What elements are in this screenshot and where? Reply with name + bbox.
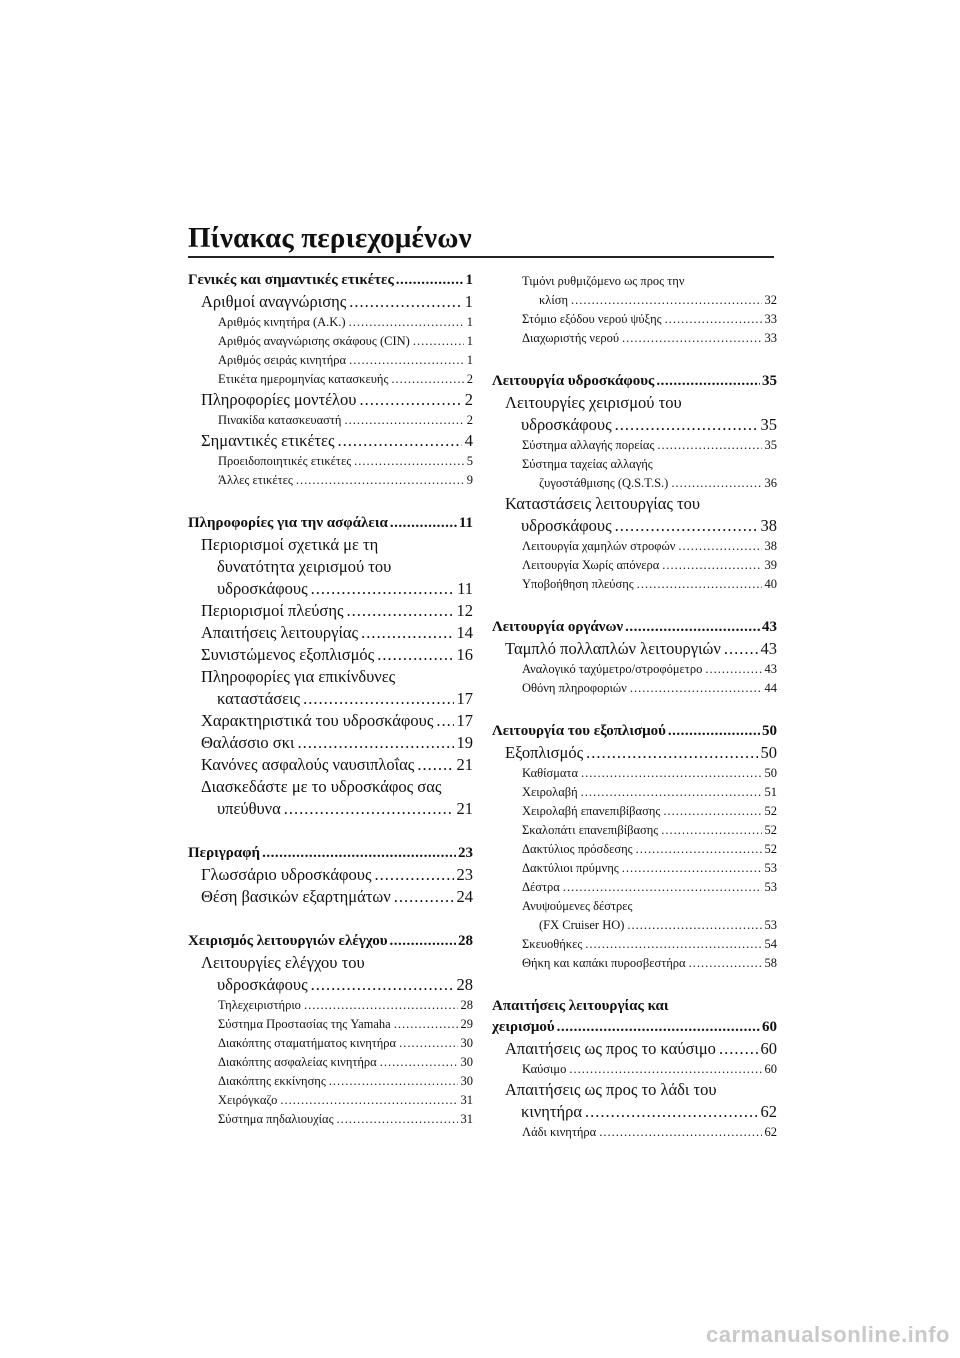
toc-entry-title: Προειδοποιητικές ετικέτες: [218, 454, 352, 468]
toc-page-number: 16: [456, 645, 473, 664]
toc-entry-title: Λειτουργία οργάνων: [492, 619, 624, 635]
toc-entry[interactable]: [188, 430, 473, 452]
dot-leader: [563, 878, 762, 897]
dot-leader: [625, 617, 760, 638]
dot-leader: [581, 783, 762, 802]
toc-entry-title: Σημαντικές ετικέτες: [201, 431, 335, 450]
toc-page-number: 1: [466, 334, 473, 348]
toc-entry-title: Λειτουργίες χειρισμού του: [505, 393, 682, 412]
dot-leader: [284, 798, 454, 820]
toc-subentry[interactable]: [492, 783, 777, 802]
dot-leader: [262, 843, 456, 864]
toc-subentry[interactable]: [492, 329, 777, 348]
dot-leader: [280, 1091, 457, 1110]
toc-subentry[interactable]: [492, 878, 777, 897]
toc-section-heading[interactable]: [492, 371, 777, 392]
toc-entry[interactable]: [188, 666, 473, 710]
toc-subentry[interactable]: [188, 1110, 473, 1129]
toc-entry[interactable]: [492, 742, 777, 764]
toc-page-number: 1: [466, 353, 473, 367]
toc-subentry[interactable]: [492, 310, 777, 329]
toc-entry-title: Περιγραφή: [188, 845, 261, 861]
toc-entry-title: Αριθμός κινητήρα (A.K.): [218, 315, 346, 329]
toc-entry-title: Αναλογικό ταχύμετρο/στροφόμετρο: [522, 662, 703, 676]
dot-leader: [657, 436, 761, 455]
dot-leader: [615, 515, 758, 537]
toc-page-number: 33: [764, 331, 777, 345]
toc-entry-title: Ταμπλό πολλαπλών λειτουργιών: [505, 639, 721, 658]
toc-entry[interactable]: [188, 732, 473, 754]
toc-entry-title: Δέστρα: [522, 880, 560, 894]
toc-entry-title: Συνιστώμενος εξοπλισμός: [201, 645, 375, 664]
toc-entry-title: Λειτουργία χαμηλών στροφών: [522, 539, 676, 553]
toc-entry-title: υπεύθυνα: [217, 799, 281, 818]
toc-entry-title: Κανόνες ασφαλούς ναυσιπλοΐας: [201, 755, 415, 774]
dot-leader: [719, 1038, 758, 1060]
dot-leader: [637, 575, 762, 594]
dot-leader: [585, 935, 761, 954]
toc-entry-title: Περιορισμοί σχετικά με τη: [201, 535, 379, 554]
toc-subentry[interactable]: [188, 1072, 473, 1091]
dot-leader: [338, 430, 462, 452]
dot-leader: [586, 742, 757, 764]
toc-column-left: [188, 270, 473, 1129]
dot-leader: [394, 886, 454, 908]
toc-page-number: 31: [460, 1112, 473, 1126]
section-gap: [188, 820, 473, 843]
toc-page-number: 58: [764, 956, 777, 970]
toc-page-number: 30: [460, 1074, 473, 1088]
page-title: Πίνακας περιεχομένων: [188, 222, 472, 254]
toc-page-number: 31: [460, 1093, 473, 1107]
dot-leader: [724, 638, 758, 660]
toc-section-heading[interactable]: [188, 270, 473, 291]
toc-subentry[interactable]: [188, 1091, 473, 1110]
dot-leader: [296, 471, 464, 490]
toc-entry-title: Τηλεχειριστήριο: [218, 998, 301, 1012]
dot-leader: [396, 270, 464, 291]
toc-entry[interactable]: [492, 493, 777, 537]
dot-leader: [662, 556, 761, 575]
toc-entry-title: ζυγοστάθμισης (Q.S.T.S.): [539, 476, 669, 490]
toc-page-number: 30: [460, 1055, 473, 1069]
toc-page-number: 60: [762, 1019, 777, 1035]
dot-leader: [329, 1072, 458, 1091]
toc-page-number: 1: [466, 315, 473, 329]
toc-entry-title: Στόμιο εξόδου νερού ψύξης: [522, 312, 662, 326]
dot-leader: [661, 821, 761, 840]
toc-entry-title: Άλλες ετικέτες: [218, 473, 293, 487]
toc-page-number: 28: [460, 998, 473, 1012]
toc-subentry[interactable]: [188, 1053, 473, 1072]
toc-page-number: 35: [760, 415, 777, 434]
toc-page-number: 21: [456, 799, 473, 818]
toc-subentry[interactable]: [492, 455, 777, 493]
toc-section-heading[interactable]: [188, 931, 473, 952]
dot-leader: [630, 679, 762, 698]
section-gap: [492, 973, 777, 996]
toc-entry-title: Τιμόνι ρυθμιζόμενο ως προς την: [522, 274, 685, 288]
toc-entry-title: Αριθμοί αναγνώρισης: [201, 292, 347, 311]
toc-entry-title: Εξοπλισμός: [505, 743, 584, 762]
toc-page-number: 53: [764, 880, 777, 894]
dot-leader: [380, 1053, 458, 1072]
toc-page-number: 51: [764, 785, 777, 799]
section-gap: [492, 698, 777, 721]
toc-subentry[interactable]: [188, 452, 473, 471]
toc-subentry[interactable]: [492, 1060, 777, 1079]
toc-page-number: 30: [460, 1036, 473, 1050]
toc-page-number: 32: [764, 293, 777, 307]
toc-subentry[interactable]: [188, 996, 473, 1015]
dot-leader: [557, 1017, 760, 1038]
toc-entry-title: Απαιτήσεις ως προς το λάδι του: [505, 1080, 717, 1099]
toc-entry-title: Απαιτήσεις λειτουργίας: [201, 623, 359, 642]
toc-entry[interactable]: [188, 534, 473, 600]
toc-subentry[interactable]: [492, 272, 777, 310]
toc-page-number: 1: [464, 292, 473, 311]
toc-page-number: 4: [464, 431, 473, 450]
toc-entry-title: Λειτουργία Χωρίς απόνερα: [522, 558, 660, 572]
toc-subentry[interactable]: [492, 821, 777, 840]
toc-page-number: 2: [464, 390, 473, 409]
toc-entry-title: Χειρολαβή: [522, 785, 578, 799]
toc-subentry[interactable]: [492, 575, 777, 594]
toc-entry[interactable]: [188, 291, 473, 313]
toc-entry-title: κλίση: [539, 293, 568, 307]
toc-entry-title: Καθίσματα: [522, 766, 579, 780]
section-gap: [188, 490, 473, 513]
dot-leader: [671, 474, 761, 493]
toc-subentry[interactable]: [188, 411, 473, 430]
toc-section-heading[interactable]: [492, 617, 777, 638]
toc-entry[interactable]: [188, 886, 473, 908]
toc-entry-title: Καύσιμο: [522, 1062, 567, 1076]
toc-subentry[interactable]: [492, 764, 777, 783]
toc-entry-title: Λειτουργία υδροσκάφους: [492, 373, 655, 389]
toc-page-number: 50: [760, 743, 777, 762]
toc-subentry[interactable]: [188, 1034, 473, 1053]
toc-entry-title: κινητήρα: [521, 1102, 582, 1121]
toc-entry-title: υδροσκάφους: [217, 975, 308, 994]
toc-entry-title: Πληροφορίες για την ασφάλεια: [188, 515, 388, 531]
title-rule: [188, 256, 774, 258]
toc-page-number: 43: [764, 662, 777, 676]
dot-leader: [311, 974, 454, 996]
toc-entry-title: Λειτουργίες ελέγχου του: [201, 953, 365, 972]
dot-leader: [689, 954, 762, 973]
toc-subentry[interactable]: [188, 1015, 473, 1034]
toc-column-right: [492, 272, 777, 1142]
dot-leader: [297, 732, 453, 754]
toc-entry-title: Διακόπτης σταματήματος κινητήρα: [218, 1036, 397, 1050]
toc-page-number: 62: [760, 1102, 777, 1121]
toc-entry-title: Σκευοθήκες: [522, 937, 583, 951]
toc-entry[interactable]: [188, 389, 473, 411]
dot-leader: [337, 1110, 458, 1129]
toc-page-number: 38: [760, 516, 777, 535]
dot-leader: [571, 291, 762, 310]
toc-page-number: 2: [466, 372, 473, 386]
dot-leader: [349, 291, 462, 313]
dot-leader: [678, 537, 761, 556]
toc-entry[interactable]: [188, 952, 473, 996]
dot-leader: [390, 931, 456, 952]
toc-entry[interactable]: [188, 622, 473, 644]
toc-entry-title: Διασκεδάστε με το υδροσκάφος σας: [201, 777, 442, 796]
toc-page-number: 28: [458, 933, 473, 949]
toc-entry-title: Χειρόγκαζο: [218, 1093, 278, 1107]
toc-entry-title: Αριθμός αναγνώρισης σκάφους (CIN): [218, 334, 410, 348]
toc-section-heading[interactable]: [492, 721, 777, 742]
toc-page-number: 23: [456, 865, 473, 884]
toc-entry-title: Θαλάσσιο σκι: [201, 733, 295, 752]
toc-entry[interactable]: [188, 864, 473, 886]
toc-entry-title: Σκαλοπάτι επανεπιβίβασης: [522, 823, 659, 837]
toc-entry-title: Σύστημα πηδαλιουχίας: [218, 1112, 334, 1126]
dot-leader: [599, 1123, 761, 1142]
toc-entry-title: Απαιτήσεις λειτουργίας και: [492, 998, 669, 1014]
toc-entry[interactable]: [188, 754, 473, 776]
toc-entry-title: Δακτύλιος πρόσδεσης: [522, 842, 633, 856]
toc-entry-title: Σύστημα αλλαγής πορείας: [522, 438, 655, 452]
toc-entry-title: υδροσκάφους: [521, 516, 612, 535]
toc-page-number: 62: [764, 1125, 777, 1139]
dot-leader: [303, 688, 453, 710]
toc-subentry[interactable]: [492, 897, 777, 935]
toc-entry-title: Δακτύλιοι πρύμνης: [522, 861, 619, 875]
toc-entry-title: Πληροφορίες για επικίνδυνες: [201, 667, 396, 686]
dot-leader: [569, 1060, 761, 1079]
toc-page-number: 11: [458, 515, 473, 531]
toc-page-number: 23: [458, 845, 473, 861]
toc-entry-title: Λειτουργία του εξοπλισμού: [492, 723, 666, 739]
toc-entry-title: Διακόπτης εκκίνησης: [218, 1074, 326, 1088]
toc-page-number: 38: [764, 539, 777, 553]
toc-subentry[interactable]: [188, 471, 473, 490]
dot-leader: [622, 329, 761, 348]
toc-page-number: 19: [456, 733, 473, 752]
dot-leader: [361, 622, 453, 644]
toc-page-number: 5: [466, 454, 473, 468]
dot-leader: [656, 371, 760, 392]
toc-page-number: 60: [764, 1062, 777, 1076]
toc-entry-title: Χαρακτηριστικά του υδροσκάφους: [201, 711, 434, 730]
toc-page-number: 33: [764, 312, 777, 326]
toc-page-number: 60: [760, 1039, 777, 1058]
toc-entry-title: Περιορισμοί πλεύσης: [201, 601, 344, 620]
toc-entry-title: Σύστημα Προστασίας της Yamaha: [218, 1017, 391, 1031]
dot-leader: [636, 840, 762, 859]
toc-entry-title: Καταστάσεις λειτουργίας του: [505, 494, 701, 513]
toc-entry-title: χειρισμού: [492, 1019, 555, 1035]
toc-entry-title: Υποβοήθηση πλεύσης: [522, 577, 634, 591]
dot-leader: [705, 660, 761, 679]
toc-subentry[interactable]: [492, 935, 777, 954]
toc-page-number: 40: [764, 577, 777, 591]
toc-page-number: 36: [764, 476, 777, 490]
toc-page-number: 14: [456, 623, 473, 642]
dot-leader: [349, 313, 464, 332]
dot-leader: [359, 389, 461, 411]
toc-page-number: 29: [460, 1017, 473, 1031]
toc-page-number: 2: [466, 413, 473, 427]
toc-entry-title: Αριθμός σειράς κινητήρα: [218, 353, 347, 367]
toc-subentry[interactable]: [492, 679, 777, 698]
toc-page-number: 1: [465, 272, 473, 288]
section-gap: [492, 594, 777, 617]
dot-leader: [627, 916, 761, 935]
toc-subentry[interactable]: [188, 370, 473, 389]
dot-leader: [344, 411, 463, 430]
dot-leader: [346, 600, 453, 622]
dot-leader: [663, 802, 761, 821]
toc-entry-title: Χειρισμός λειτουργιών ελέγχου: [188, 933, 388, 949]
toc-subentry[interactable]: [492, 556, 777, 575]
dot-leader: [581, 764, 761, 783]
toc-entry-title: Πληροφορίες μοντέλου: [201, 390, 357, 409]
toc-entry-title: Θέση βασικών εξαρτημάτων: [201, 887, 391, 906]
toc-entry-title: δυνατότητα χειρισμού του: [217, 557, 392, 576]
section-gap: [188, 908, 473, 931]
dot-leader: [391, 370, 463, 389]
toc-entry-title: Σύστημα ταχείας αλλαγής: [522, 457, 653, 471]
toc-page-number: 43: [760, 639, 777, 658]
toc-page-number: 53: [764, 861, 777, 875]
toc-entry[interactable]: [492, 1038, 777, 1060]
dot-leader: [622, 859, 762, 878]
watermark: carmanualsonline.info: [706, 1322, 950, 1347]
toc-page-number: 52: [764, 804, 777, 818]
toc-subentry[interactable]: [188, 313, 473, 332]
dot-leader: [377, 644, 453, 666]
dot-leader: [375, 864, 454, 886]
toc-entry-title: (FX Cruiser HO): [539, 918, 625, 932]
toc-section-heading[interactable]: [188, 843, 473, 864]
toc-page-number: 17: [456, 711, 473, 730]
toc-entry-title: υδροσκάφους: [521, 415, 612, 434]
dot-leader: [349, 351, 464, 370]
dot-leader: [668, 721, 760, 742]
toc-subentry[interactable]: [492, 954, 777, 973]
toc-subentry[interactable]: [188, 332, 473, 351]
dot-leader: [394, 1015, 458, 1034]
dot-leader: [436, 710, 453, 732]
toc-page-number: 43: [762, 619, 777, 635]
toc-page-number: 11: [457, 579, 473, 598]
toc-entry-title: Απαιτήσεις ως προς το καύσιμο: [505, 1039, 716, 1058]
dot-leader: [413, 332, 464, 351]
toc-entry[interactable]: [188, 776, 473, 820]
toc-page-number: 12: [456, 601, 473, 620]
dot-leader: [417, 754, 453, 776]
toc-subentry[interactable]: [492, 1123, 777, 1142]
toc-page-number: 54: [764, 937, 777, 951]
toc-page-number: 50: [764, 766, 777, 780]
toc-entry[interactable]: [188, 600, 473, 622]
dot-leader: [354, 452, 464, 471]
toc-subentry[interactable]: [492, 840, 777, 859]
toc-page-number: 28: [456, 975, 473, 994]
toc-entry-title: Διακόπτης ασφαλείας κινητήρα: [218, 1055, 377, 1069]
toc-entry-title: Ανυψούμενες δέστρες: [522, 899, 633, 913]
toc-page-number: 35: [762, 373, 777, 389]
toc-page-number: 39: [764, 558, 777, 572]
toc-entry[interactable]: [492, 392, 777, 436]
dot-leader: [304, 996, 458, 1015]
toc-subentry[interactable]: [492, 802, 777, 821]
toc-subentry[interactable]: [492, 859, 777, 878]
toc-entry-title: Χειρολαβή επανεπιβίβασης: [522, 804, 661, 818]
dot-leader: [615, 414, 758, 436]
toc-entry-title: Διαχωριστής νερού: [522, 331, 620, 345]
toc-page-number: 50: [762, 723, 777, 739]
toc-page-number: 52: [764, 842, 777, 856]
toc-entry[interactable]: [492, 1079, 777, 1123]
toc-entry-title: καταστάσεις: [217, 689, 301, 708]
toc-subentry[interactable]: [492, 660, 777, 679]
dot-leader: [311, 578, 454, 600]
toc-page-number: 21: [456, 755, 473, 774]
toc-page-number: 52: [764, 823, 777, 837]
dot-leader: [585, 1101, 758, 1123]
toc-page-number: 24: [456, 887, 473, 906]
toc-entry-title: Γλωσσάριο υδροσκάφους: [201, 865, 372, 884]
toc-page-number: 53: [764, 918, 777, 932]
toc-page-number: 35: [764, 438, 777, 452]
toc-section-heading[interactable]: [188, 513, 473, 534]
dot-leader: [399, 1034, 457, 1053]
toc-subentry[interactable]: [188, 351, 473, 370]
toc-subentry[interactable]: [492, 436, 777, 455]
toc-entry-title: Λάδι κινητήρα: [522, 1125, 597, 1139]
section-gap: [492, 348, 777, 371]
toc-entry-title: Οθόνη πληροφοριών: [522, 681, 627, 695]
toc-entry-title: Πινακίδα κατασκευαστή: [218, 413, 342, 427]
toc-entry[interactable]: [188, 710, 473, 732]
toc-page-number: 17: [456, 689, 473, 708]
toc-entry[interactable]: [188, 644, 473, 666]
dot-leader: [390, 513, 457, 534]
toc-entry-title: Θήκη και καπάκι πυροσβεστήρα: [522, 956, 686, 970]
toc-page-number: 9: [466, 473, 473, 487]
toc-entry[interactable]: [492, 638, 777, 660]
toc-section-heading[interactable]: [492, 996, 777, 1038]
dot-leader: [665, 310, 762, 329]
toc-page-number: 44: [764, 681, 777, 695]
toc-entry-title: Ετικέτα ημερομηνίας κατασκευής: [218, 372, 389, 386]
toc-subentry[interactable]: [492, 537, 777, 556]
toc-entry-title: υδροσκάφους: [217, 579, 308, 598]
toc-entry-title: Γενικές και σημαντικές ετικέτες: [188, 272, 394, 288]
